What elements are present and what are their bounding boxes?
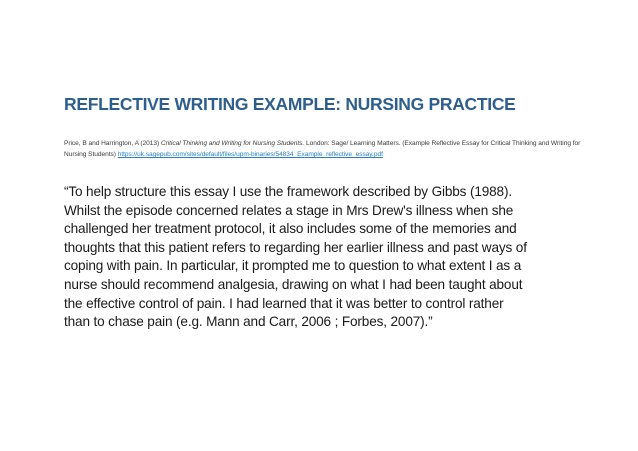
quote-line: coping with pain. In particular, it prompted me to question to what extent I as a: [64, 258, 522, 274]
quote-line: Whilst the episode concerned relates a stage in Mrs Drew's illness when she: [64, 202, 514, 218]
quote-line: thoughts that this patient refers to regarding her earlier illness and past ways of: [64, 239, 527, 255]
citation-book-title: Critical Thinking and Writing for Nursing Students.: [160, 140, 305, 147]
quote-line: the effective control of pain. I had learned that it was better to control rather: [64, 295, 504, 311]
citation: [64, 138, 584, 160]
quote-line: than to chase pain (e.g. Mann and Carr, 2006 ; Forbes, 2007).”: [64, 314, 433, 330]
quote-line: challenged her treatment protocol, it also includes some of the memories and: [64, 221, 517, 237]
citation-details: London: Sage/ Learning Matters. (Example Reflective Essay for Critical Thinking and Writing for Nursing Students): [64, 140, 581, 158]
quote-line: nurse should recommend analgesia, drawing on what I had been taught about: [64, 276, 523, 292]
citation-authors: Price, B and Harrington, A (2013): [64, 140, 161, 147]
quote-block: [64, 183, 584, 332]
page-title: REFLECTIVE WRITING EXAMPLE: NURSING PRACTICE: [64, 94, 516, 114]
citation-link[interactable]: https://uk.sagepub.com/sites/default/files/upm-binaries/54834_Example_reflective_essay.pdf: [117, 151, 383, 158]
quote-line: “To help structure this essay I use the framework described by Gibbs (1988).: [64, 184, 512, 199]
